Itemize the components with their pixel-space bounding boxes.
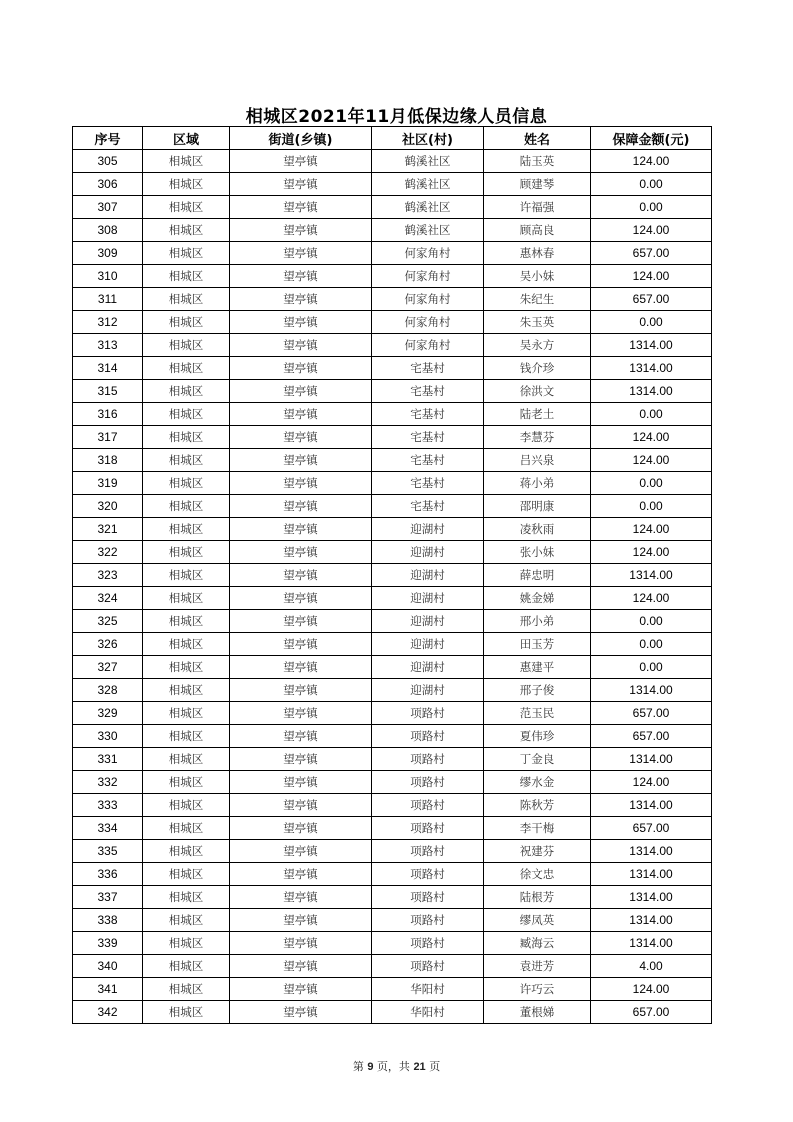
header-street: 街道(乡镇) [230,127,372,150]
cell-index: 318 [73,449,143,472]
cell-street: 望亭镇 [230,472,372,495]
table-row [73,817,712,840]
cell-name: 陆老土 [484,403,591,426]
cell-community: 迎湖村 [372,610,484,633]
cell-name: 钱介珍 [484,357,591,380]
cell-name: 徐洪文 [484,380,591,403]
cell-amount: 657.00 [591,288,712,311]
cell-community: 迎湖村 [372,587,484,610]
table-row [73,840,712,863]
document-title: 相城区2021年11月低保边缘人员信息 [245,107,548,127]
cell-district: 相城区 [143,771,230,794]
cell-name: 姚金娣 [484,587,591,610]
cell-amount: 124.00 [591,541,712,564]
cell-index: 335 [73,840,143,863]
cell-index: 305 [73,150,143,173]
table-row [73,863,712,886]
cell-district: 相城区 [143,840,230,863]
cell-community: 鹤溪社区 [372,196,484,219]
cell-community: 迎湖村 [372,541,484,564]
cell-community: 何家角村 [372,334,484,357]
cell-index: 320 [73,495,143,518]
cell-name: 邢子俊 [484,679,591,702]
cell-community: 鹤溪社区 [372,219,484,242]
cell-district: 相城区 [143,380,230,403]
cell-amount: 1314.00 [591,334,712,357]
cell-index: 340 [73,955,143,978]
table-body [73,150,712,1024]
cell-district: 相城区 [143,1001,230,1024]
cell-amount: 0.00 [591,656,712,679]
cell-index: 338 [73,909,143,932]
cell-name: 董根娣 [484,1001,591,1024]
cell-index: 306 [73,173,143,196]
table-row [73,932,712,955]
cell-community: 项路村 [372,794,484,817]
table-row [73,472,712,495]
cell-district: 相城区 [143,817,230,840]
cell-amount: 0.00 [591,173,712,196]
table-row [73,886,712,909]
cell-street: 望亭镇 [230,771,372,794]
cell-community: 项路村 [372,725,484,748]
cell-amount: 4.00 [591,955,712,978]
cell-community: 鹤溪社区 [372,150,484,173]
cell-street: 望亭镇 [230,518,372,541]
cell-street: 望亭镇 [230,449,372,472]
cell-amount: 1314.00 [591,564,712,587]
table-row [73,311,712,334]
cell-amount: 124.00 [591,518,712,541]
cell-community: 项路村 [372,863,484,886]
footer-prefix: 第 [352,1060,364,1073]
cell-amount: 124.00 [591,587,712,610]
cell-street: 望亭镇 [230,840,372,863]
cell-index: 328 [73,679,143,702]
cell-amount: 1314.00 [591,748,712,771]
footer-suffix: 页 [429,1060,441,1073]
cell-name: 惠建平 [484,656,591,679]
cell-street: 望亭镇 [230,357,372,380]
cell-street: 望亭镇 [230,633,372,656]
cell-street: 望亭镇 [230,932,372,955]
table-row [73,541,712,564]
cell-index: 323 [73,564,143,587]
cell-community: 项路村 [372,932,484,955]
cell-amount: 124.00 [591,771,712,794]
cell-community: 项路村 [372,955,484,978]
cell-community: 何家角村 [372,265,484,288]
cell-district: 相城区 [143,288,230,311]
cell-amount: 1314.00 [591,380,712,403]
table-row [73,610,712,633]
cell-name: 臧海云 [484,932,591,955]
cell-index: 341 [73,978,143,1001]
table-row [73,794,712,817]
cell-name: 顾高良 [484,219,591,242]
cell-amount: 657.00 [591,817,712,840]
cell-district: 相城区 [143,633,230,656]
page-footer [0,1058,793,1074]
cell-street: 望亭镇 [230,702,372,725]
cell-street: 望亭镇 [230,334,372,357]
cell-district: 相城区 [143,311,230,334]
cell-community: 何家角村 [372,242,484,265]
cell-name: 惠林春 [484,242,591,265]
table-row [73,656,712,679]
cell-community: 迎湖村 [372,564,484,587]
cell-index: 321 [73,518,143,541]
cell-district: 相城区 [143,357,230,380]
cell-amount: 124.00 [591,449,712,472]
cell-name: 张小妹 [484,541,591,564]
cell-amount: 0.00 [591,403,712,426]
table-row [73,334,712,357]
cell-street: 望亭镇 [230,794,372,817]
cell-district: 相城区 [143,518,230,541]
cell-index: 337 [73,886,143,909]
cell-name: 蒋小弟 [484,472,591,495]
cell-index: 308 [73,219,143,242]
cell-street: 望亭镇 [230,311,372,334]
cell-community: 鹤溪社区 [372,173,484,196]
cell-district: 相城区 [143,587,230,610]
cell-district: 相城区 [143,932,230,955]
table-row [73,173,712,196]
footer-page-number: 9 [367,1061,374,1073]
cell-amount: 657.00 [591,725,712,748]
table-row [73,748,712,771]
cell-district: 相城区 [143,748,230,771]
cell-amount: 0.00 [591,472,712,495]
table-row [73,725,712,748]
cell-community: 迎湖村 [372,679,484,702]
cell-street: 望亭镇 [230,955,372,978]
cell-name: 许巧云 [484,978,591,1001]
cell-index: 334 [73,817,143,840]
cell-community: 项路村 [372,771,484,794]
cell-name: 吕兴泉 [484,449,591,472]
data-table [72,126,712,1024]
table-row [73,702,712,725]
cell-community: 项路村 [372,817,484,840]
cell-street: 望亭镇 [230,587,372,610]
table-row [73,633,712,656]
cell-district: 相城区 [143,265,230,288]
table-row [73,495,712,518]
footer-total-pages: 21 [413,1061,426,1073]
cell-street: 望亭镇 [230,288,372,311]
cell-amount: 0.00 [591,196,712,219]
cell-index: 332 [73,771,143,794]
cell-name: 袁进芳 [484,955,591,978]
table-row [73,978,712,1001]
cell-name: 李干梅 [484,817,591,840]
table-header-row [73,127,712,150]
cell-street: 望亭镇 [230,265,372,288]
cell-amount: 1314.00 [591,863,712,886]
table-row [73,518,712,541]
cell-index: 331 [73,748,143,771]
cell-name: 丁金良 [484,748,591,771]
cell-amount: 1314.00 [591,909,712,932]
cell-index: 325 [73,610,143,633]
table-row [73,242,712,265]
cell-amount: 1314.00 [591,679,712,702]
cell-name: 许福强 [484,196,591,219]
cell-street: 望亭镇 [230,748,372,771]
cell-amount: 124.00 [591,426,712,449]
cell-name: 缪水金 [484,771,591,794]
cell-name: 邢小弟 [484,610,591,633]
cell-index: 312 [73,311,143,334]
cell-amount: 657.00 [591,242,712,265]
cell-index: 326 [73,633,143,656]
cell-district: 相城区 [143,564,230,587]
header-name: 姓名 [484,127,591,150]
table-row [73,771,712,794]
cell-index: 329 [73,702,143,725]
cell-amount: 124.00 [591,265,712,288]
cell-community: 迎湖村 [372,656,484,679]
cell-street: 望亭镇 [230,196,372,219]
cell-district: 相城区 [143,150,230,173]
cell-index: 315 [73,380,143,403]
cell-amount: 657.00 [591,1001,712,1024]
cell-street: 望亭镇 [230,173,372,196]
cell-community: 宅基村 [372,495,484,518]
cell-community: 宅基村 [372,426,484,449]
cell-name: 陆根芳 [484,886,591,909]
cell-amount: 657.00 [591,702,712,725]
cell-name: 范玉民 [484,702,591,725]
cell-district: 相城区 [143,219,230,242]
cell-name: 夏伟珍 [484,725,591,748]
cell-street: 望亭镇 [230,656,372,679]
table-row [73,909,712,932]
header-amount: 保障金额(元) [591,127,712,150]
cell-street: 望亭镇 [230,1001,372,1024]
cell-district: 相城区 [143,495,230,518]
cell-district: 相城区 [143,863,230,886]
cell-street: 望亭镇 [230,886,372,909]
table-row [73,380,712,403]
cell-district: 相城区 [143,242,230,265]
cell-amount: 1314.00 [591,886,712,909]
table-row [73,288,712,311]
cell-district: 相城区 [143,541,230,564]
cell-name: 缪凤英 [484,909,591,932]
cell-amount: 0.00 [591,311,712,334]
cell-district: 相城区 [143,426,230,449]
cell-district: 相城区 [143,725,230,748]
cell-index: 313 [73,334,143,357]
cell-name: 徐文忠 [484,863,591,886]
cell-name: 吴小妹 [484,265,591,288]
cell-district: 相城区 [143,794,230,817]
cell-community: 宅基村 [372,357,484,380]
cell-index: 309 [73,242,143,265]
cell-name: 吴永方 [484,334,591,357]
cell-community: 项路村 [372,702,484,725]
cell-street: 望亭镇 [230,679,372,702]
cell-index: 314 [73,357,143,380]
cell-district: 相城区 [143,702,230,725]
table-row [73,265,712,288]
cell-amount: 0.00 [591,610,712,633]
cell-district: 相城区 [143,886,230,909]
cell-community: 迎湖村 [372,633,484,656]
cell-name: 朱玉英 [484,311,591,334]
cell-district: 相城区 [143,909,230,932]
header-district: 区域 [143,127,230,150]
cell-district: 相城区 [143,955,230,978]
cell-community: 项路村 [372,909,484,932]
cell-index: 336 [73,863,143,886]
cell-street: 望亭镇 [230,380,372,403]
cell-name: 田玉芳 [484,633,591,656]
cell-street: 望亭镇 [230,863,372,886]
cell-index: 342 [73,1001,143,1024]
header-community: 社区(村) [372,127,484,150]
cell-street: 望亭镇 [230,909,372,932]
cell-street: 望亭镇 [230,541,372,564]
table-row [73,449,712,472]
cell-community: 华阳村 [372,978,484,1001]
table-row [73,426,712,449]
cell-amount: 1314.00 [591,357,712,380]
cell-district: 相城区 [143,472,230,495]
cell-amount: 1314.00 [591,794,712,817]
cell-district: 相城区 [143,196,230,219]
cell-index: 322 [73,541,143,564]
cell-district: 相城区 [143,334,230,357]
cell-name: 邵明康 [484,495,591,518]
table-row [73,564,712,587]
cell-district: 相城区 [143,173,230,196]
cell-community: 何家角村 [372,288,484,311]
cell-street: 望亭镇 [230,219,372,242]
cell-street: 望亭镇 [230,610,372,633]
footer-middle: 页，共 [376,1060,410,1073]
cell-community: 何家角村 [372,311,484,334]
cell-street: 望亭镇 [230,403,372,426]
table-row [73,357,712,380]
cell-name: 祝建芬 [484,840,591,863]
cell-community: 项路村 [372,748,484,771]
cell-street: 望亭镇 [230,725,372,748]
cell-index: 324 [73,587,143,610]
cell-index: 307 [73,196,143,219]
cell-street: 望亭镇 [230,495,372,518]
cell-amount: 124.00 [591,978,712,1001]
cell-street: 望亭镇 [230,426,372,449]
cell-name: 李慧芬 [484,426,591,449]
cell-amount: 124.00 [591,219,712,242]
cell-name: 凌秋雨 [484,518,591,541]
cell-index: 333 [73,794,143,817]
cell-index: 330 [73,725,143,748]
cell-amount: 1314.00 [591,932,712,955]
cell-index: 339 [73,932,143,955]
cell-index: 317 [73,426,143,449]
cell-index: 319 [73,472,143,495]
cell-community: 项路村 [372,886,484,909]
table-row [73,1001,712,1024]
cell-district: 相城区 [143,978,230,1001]
cell-name: 陈秋芳 [484,794,591,817]
cell-amount: 1314.00 [591,840,712,863]
cell-street: 望亭镇 [230,978,372,1001]
cell-community: 迎湖村 [372,518,484,541]
table-row [73,679,712,702]
table-row [73,587,712,610]
cell-index: 316 [73,403,143,426]
cell-amount: 0.00 [591,495,712,518]
table-row [73,219,712,242]
cell-index: 311 [73,288,143,311]
cell-street: 望亭镇 [230,242,372,265]
cell-name: 陆玉英 [484,150,591,173]
cell-community: 华阳村 [372,1001,484,1024]
cell-amount: 0.00 [591,633,712,656]
cell-amount: 124.00 [591,150,712,173]
table-row [73,403,712,426]
cell-district: 相城区 [143,403,230,426]
cell-community: 宅基村 [372,472,484,495]
table-row [73,196,712,219]
cell-street: 望亭镇 [230,817,372,840]
cell-community: 项路村 [372,840,484,863]
cell-community: 宅基村 [372,380,484,403]
cell-name: 朱纪生 [484,288,591,311]
cell-community: 宅基村 [372,449,484,472]
cell-name: 薛忠明 [484,564,591,587]
cell-street: 望亭镇 [230,150,372,173]
cell-index: 310 [73,265,143,288]
cell-community: 宅基村 [372,403,484,426]
cell-district: 相城区 [143,679,230,702]
table-row [73,955,712,978]
cell-index: 327 [73,656,143,679]
header-index: 序号 [73,127,143,150]
table-row [73,150,712,173]
cell-district: 相城区 [143,656,230,679]
cell-district: 相城区 [143,449,230,472]
cell-district: 相城区 [143,610,230,633]
cell-street: 望亭镇 [230,564,372,587]
cell-name: 顾建琴 [484,173,591,196]
